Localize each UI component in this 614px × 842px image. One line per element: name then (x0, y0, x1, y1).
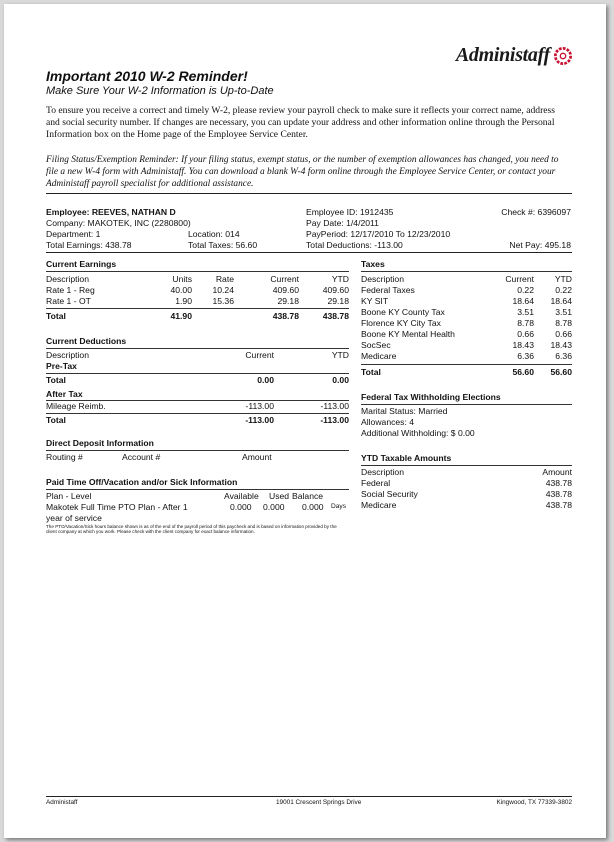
company: Company: MAKOTEK, INC (2280800) (46, 218, 191, 228)
tax-row-current: 8.78 (517, 318, 534, 328)
pto-header-balance: Balance (292, 491, 324, 501)
allowances: Allowances: 4 (361, 417, 415, 427)
tax-row-current: 0.22 (517, 285, 534, 295)
aftertax-label: After Tax (46, 389, 83, 399)
earnings-row-units: 1.90 (175, 296, 192, 306)
taxes-total-label: Total (361, 367, 381, 377)
withholding-title: Federal Tax Withholding Elections (361, 392, 501, 402)
pto-header-available: Available (224, 491, 259, 501)
earnings-total-label: Total (46, 311, 66, 321)
total-taxes: Total Taxes: 56.60 (188, 240, 258, 250)
earnings-total-units: 41.90 (170, 311, 192, 321)
earnings-header-ytd: YTD (331, 274, 349, 284)
notice-title: Important 2010 W-2 Reminder! (46, 68, 248, 84)
company-logo (456, 44, 572, 67)
earnings-header-rate: Rate (215, 274, 234, 284)
deduction-row-ytd: -113.00 (320, 401, 349, 411)
tax-row-description: KY SIT (361, 296, 389, 306)
tax-row-ytd: 18.64 (550, 296, 572, 306)
earnings-row-current: 409.60 (272, 285, 299, 295)
pto-balance: 0.000 (302, 502, 324, 512)
deposit-header-routing: Routing # (46, 452, 83, 462)
paystub-page (4, 4, 606, 838)
earnings-total-rule (46, 308, 349, 309)
location: Location: 014 (188, 229, 240, 239)
earnings-header-units: Units (172, 274, 192, 284)
taxes-title: Taxes (361, 259, 385, 269)
earnings-row-ytd: 29.18 (327, 296, 349, 306)
tax-row-description: SocSec (361, 340, 391, 350)
earnings-row-ytd: 409.60 (322, 285, 349, 295)
filing-reminder: Filing Status/Exemption Reminder: If your filing status, exempt status, or the number of exemption allowances has changed, you need to file a new W-4 form with Administaff. You can download a blank W-4 form online through the Employee Service Center, or contact your Administaff payroll specialist for additional assistance. (46, 155, 559, 190)
footer-company: Administaff (46, 799, 78, 806)
earnings-title: Current Earnings (46, 259, 117, 269)
notice-body: To ensure you receive a correct and timely W-2, please review your payroll check to make sure it reflects your correct name, address and social security number. If changes are necessary, you can update your address and other information online through the Personal Information box on the Home page of the Employee Service Center. (46, 105, 556, 141)
earnings-header-description: Description (46, 274, 89, 284)
deductions-title-rule (46, 348, 349, 349)
department: Department: 1 (46, 229, 101, 239)
ytd-row-description: Medicare (361, 500, 397, 510)
pto-header-plan: Plan - Level (46, 491, 92, 501)
tax-row-description: Florence KY City Tax (361, 318, 441, 328)
withholding-title-rule (361, 404, 572, 405)
taxes-title-rule (361, 271, 572, 272)
ytd-row-amount: 438.78 (545, 500, 572, 510)
tax-row-description: Federal Taxes (361, 285, 415, 295)
notice-divider (46, 193, 572, 194)
pretax-total-ytd: 0.00 (332, 375, 349, 385)
aftertax-total-label: Total (46, 415, 66, 425)
earnings-total-current: 438.78 (272, 311, 299, 321)
pay-date: Pay Date: 1/4/2011 (306, 218, 379, 228)
tax-row-current: 18.64 (512, 296, 534, 306)
taxes-header-ytd: YTD (554, 274, 572, 284)
taxes-header-current: Current (505, 274, 534, 284)
deduction-row-description: Mileage Reimb. (46, 401, 106, 411)
total-earnings: Total Earnings: 438.78 (46, 240, 132, 250)
logo-text: Administaff (455, 44, 550, 66)
pto-title-rule (46, 489, 349, 490)
footer-divider (46, 796, 572, 797)
ytd-header-description: Description (361, 467, 404, 477)
pto-used: 0.000 (263, 502, 285, 512)
deductions-header-ytd: YTD (331, 350, 349, 360)
tax-row-ytd: 8.78 (555, 318, 572, 328)
pretax-rule (46, 373, 349, 374)
tax-row-description: Boone KY County Tax (361, 307, 445, 317)
direct-deposit-title-rule (46, 450, 349, 451)
starburst-logo-icon (554, 47, 572, 65)
employee-id: Employee ID: 1912435 (306, 207, 394, 217)
deductions-header-description: Description (46, 350, 89, 360)
taxes-header-description: Description (361, 274, 404, 284)
additional-withholding: Additional Withholding: $ 0.00 (361, 428, 475, 438)
direct-deposit-title: Direct Deposit Information (46, 438, 154, 448)
earnings-row-description: Rate 1 - OT (46, 296, 91, 306)
ytd-row-amount: 438.78 (545, 478, 572, 488)
tax-row-ytd: 0.66 (555, 329, 572, 339)
tax-row-current: 3.51 (517, 307, 534, 317)
tax-row-current: 0.66 (517, 329, 534, 339)
tax-row-current: 6.36 (517, 351, 534, 361)
marital-status: Marital Status: Married (361, 406, 448, 416)
taxes-total-current: 56.60 (512, 367, 534, 377)
tax-row-ytd: 6.36 (555, 351, 572, 361)
tax-row-ytd: 0.22 (555, 285, 572, 295)
pto-note: The PTO/Vacation/Sick hours balance shown is as of the end of the payroll period of this paycheck and is based on information provided by the client company at which you work. Please check with the client company for exact balance information. (46, 524, 337, 535)
total-deductions: Total Deductions: -113.00 (306, 240, 403, 250)
pto-available: 0.000 (230, 502, 252, 512)
deductions-title: Current Deductions (46, 336, 127, 346)
ytd-row-amount: 438.78 (545, 489, 572, 499)
earnings-row-current: 29.18 (277, 296, 299, 306)
footer-address: 19001 Crescent Springs Drive (276, 799, 362, 806)
tax-row-description: Boone KY Mental Health (361, 329, 455, 339)
pretax-total-label: Total (46, 375, 66, 385)
deposit-header-amount: Amount (242, 452, 272, 462)
pto-header-used: Used (269, 491, 290, 501)
pretax-total-current: 0.00 (257, 375, 274, 385)
employee-name: Employee: REEVES, NATHAN D (46, 207, 176, 217)
ytd-row-description: Social Security (361, 489, 418, 499)
pto-unit: Days (331, 503, 347, 510)
tax-row-ytd: 3.51 (555, 307, 572, 317)
ytd-header-amount: Amount (542, 467, 572, 477)
aftertax-total-rule (46, 413, 349, 414)
earnings-row-rate: 10.24 (212, 285, 234, 295)
net-pay: Net Pay: 495.18 (509, 240, 571, 250)
header-divider (46, 252, 572, 253)
notice-subtitle: Make Sure Your W-2 Information is Up-to-Date (46, 85, 274, 97)
ytd-taxable-title-rule (361, 465, 572, 466)
earnings-total-ytd: 438.78 (322, 311, 349, 321)
deposit-header-account: Account # (122, 452, 161, 462)
deduction-row-current: -113.00 (245, 401, 274, 411)
deductions-header-current: Current (245, 350, 274, 360)
footer-city: Kingwood, TX 77339-3802 (496, 799, 572, 806)
tax-row-description: Medicare (361, 351, 397, 361)
aftertax-total-ytd: -113.00 (320, 415, 349, 425)
earnings-header-current: Current (270, 274, 299, 284)
earnings-row-units: 40.00 (170, 285, 192, 295)
pretax-label: Pre-Tax (46, 361, 77, 371)
earnings-title-rule (46, 271, 349, 272)
pto-title: Paid Time Off/Vacation and/or Sick Information (46, 477, 238, 487)
ytd-row-description: Federal (361, 478, 391, 488)
pay-period: PayPeriod: 12/17/2010 To 12/23/2010 (306, 229, 451, 239)
taxes-total-ytd: 56.60 (550, 367, 572, 377)
aftertax-total-current: -113.00 (245, 415, 274, 425)
earnings-row-description: Rate 1 - Reg (46, 285, 95, 295)
tax-row-current: 18.43 (512, 340, 534, 350)
pto-plan-line2: year of service (46, 513, 102, 523)
pto-plan-line1: Makotek Full Time PTO Plan - After 1 (46, 502, 188, 512)
tax-row-ytd: 18.43 (550, 340, 572, 350)
check-number: Check #: 6396097 (501, 207, 571, 217)
earnings-row-rate: 15.36 (212, 296, 234, 306)
taxes-total-rule (361, 364, 572, 365)
ytd-taxable-title: YTD Taxable Amounts (361, 453, 452, 463)
